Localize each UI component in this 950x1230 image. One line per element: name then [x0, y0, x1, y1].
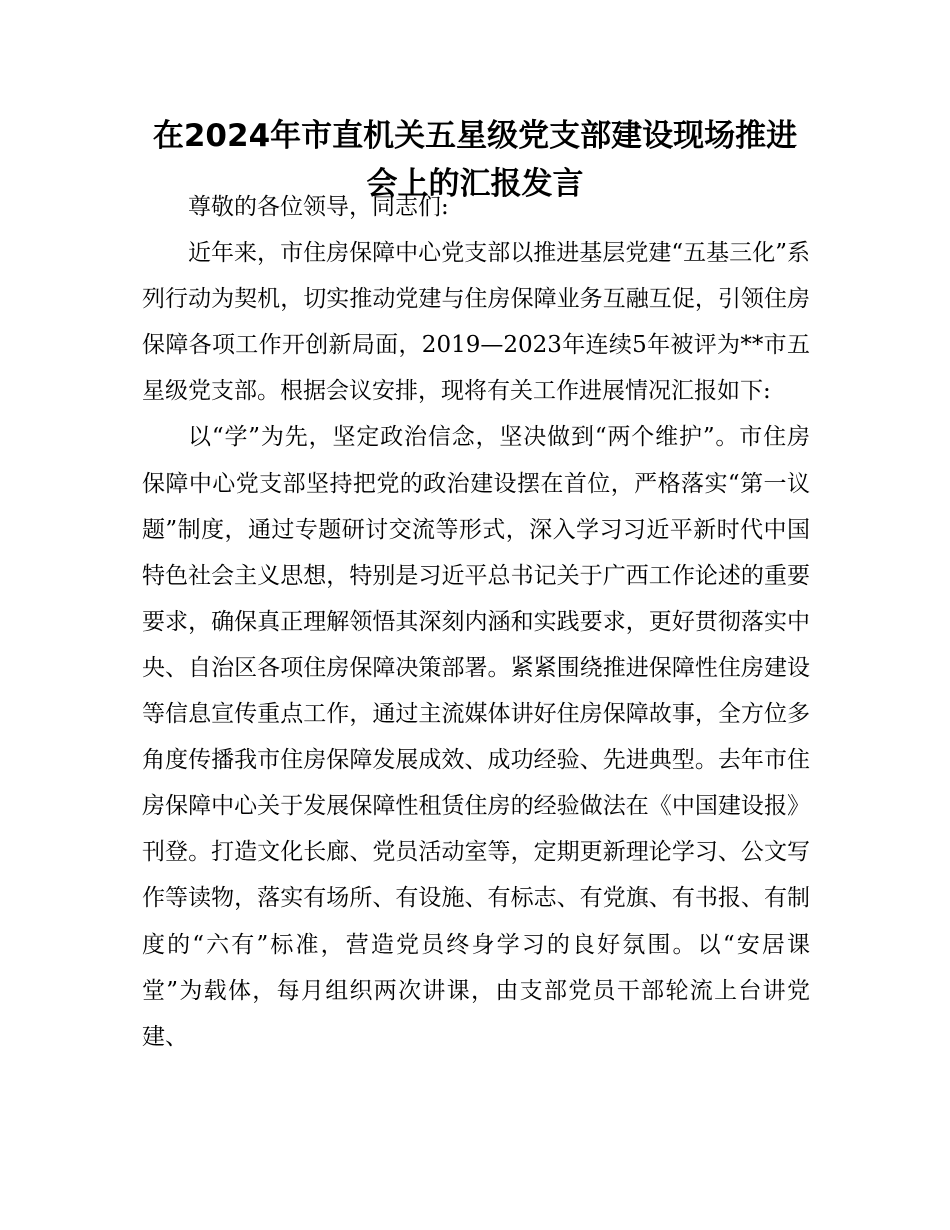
- document-body: [142, 184, 810, 1060]
- paragraph-study: 以“学”为先，坚定政治信念，坚决做到“两个维护”。市住房保障中心党支部坚持把党的政治建设摆在首位，严格落实“第一议题”制度，通过专题研讨交流等形式，深入学习习近平新时代中国特色社会主义思想，特别是习近平总书记关于广西工作论述的重要要求，确保真正理解领悟其深刻内涵和实践要求，更好贯彻落实中央、自治区各项住房保障决策部署。紧紧围绕推进保障性住房建设等信息宣传重点工作，通过主流媒体讲好住房保障故事，全方位多角度传播我市住房保障发展成效、成功经验、先进典型。去年市住房保障中心关于发展保障性租赁住房的经验做法在《中国建设报》刊登。打造文化长廊、党员活动室等，定期更新理论学习、公文写作等读物，落实有场所、有设施、有标志、有党旗、有书报、有制度的“六有”标准，营造党员终身学习的良好氛围。以“安居课堂”为载体，每月组织两次讲课，由支部党员干部轮流上台讲党建、: [142, 424, 810, 1050]
- salutation: 尊敬的各位领导，同志们:: [188, 194, 449, 220]
- document-title: 在2024年市直机关五星级党支部建设现场推进会上的汇报发言: [152, 118, 798, 202]
- paragraph-intro: 近年来，市住房保障中心党支部以推进基层党建“五基三化”系列行动为契机，切实推动党建与住房保障业务互融互促，引领住房保障各项工作开创新局面，2019—2023年连续5年被评为**市五星级党支部。根据会议安排，现将有关工作进展情况汇报如下:: [142, 240, 810, 405]
